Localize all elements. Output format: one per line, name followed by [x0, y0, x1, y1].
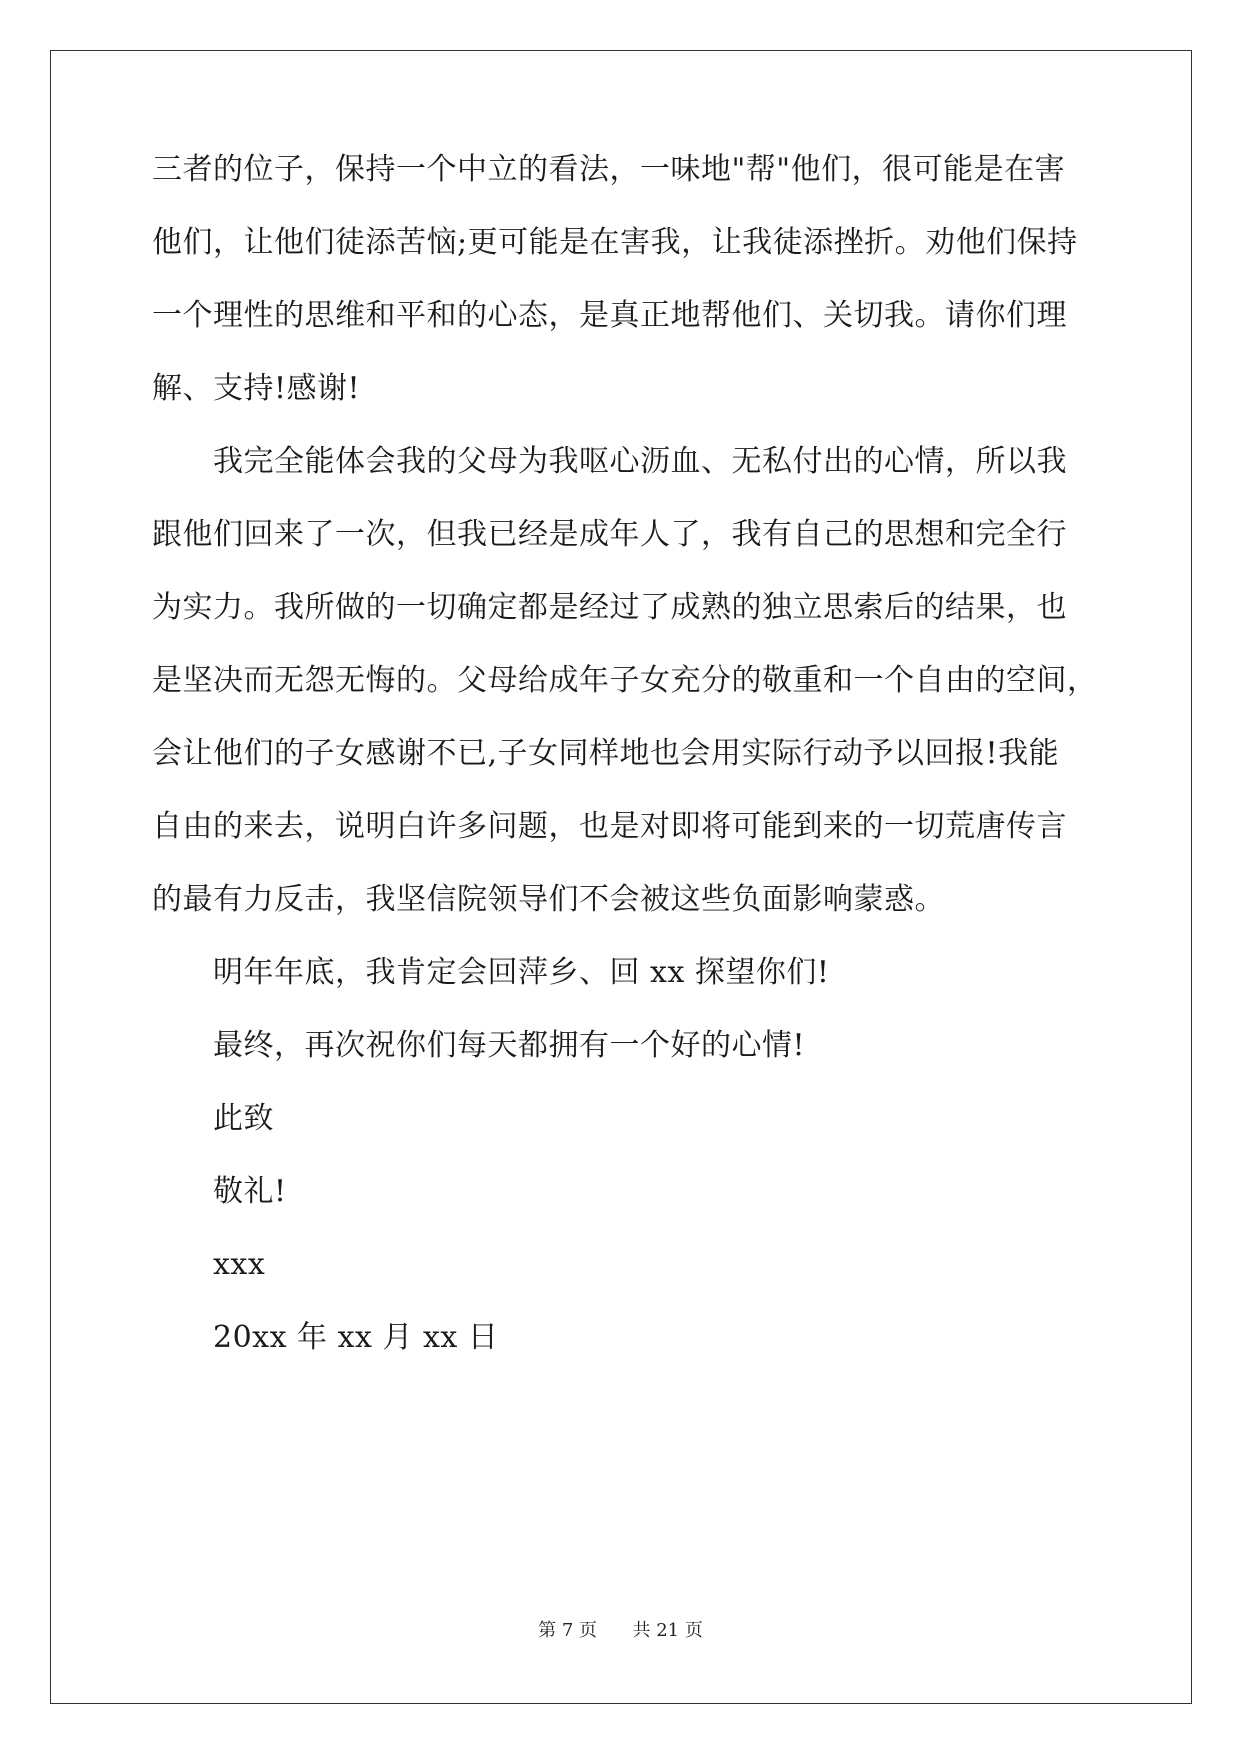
body-line: 三者的位子，保持一个中立的看法，一味地"帮"他们，很可能是在害	[152, 152, 1066, 187]
body-line: 一个理性的思维和平和的心态，是真正地帮他们、关切我。请你们理	[152, 298, 1067, 333]
page-number-current: 第 7 页	[538, 1620, 598, 1641]
body-line: 是坚决而无怨无悔的。父母给成年子女充分的敬重和一个自由的空间，	[152, 663, 1098, 698]
body-line: 会让他们的子女感谢不已,子女同样地也会用实际行动予以回报!我能	[152, 736, 1060, 771]
body-line: 自由的来去，说明白许多问题，也是对即将可能到来的一切荒唐传言	[152, 809, 1067, 844]
closing-regards: 敬礼!	[213, 1174, 287, 1209]
body-line: 我完全能体会我的父母为我呕心沥血、无私付出的心情，所以我	[213, 444, 1067, 479]
body-line: 明年年底，我肯定会回萍乡、回 xx 探望你们!	[213, 955, 830, 990]
body-line: 为实力。我所做的一切确定都是经过了成熟的独立思索后的结果，也	[152, 590, 1067, 625]
closing-salutation: 此致	[213, 1101, 274, 1136]
body-line: 最终，再次祝你们每天都拥有一个好的心情!	[213, 1028, 806, 1063]
body-line: 跟他们回来了一次，但我已经是成年人了，我有自己的思想和完全行	[152, 517, 1067, 552]
date-line: 20xx 年 xx 月 xx 日	[213, 1320, 499, 1355]
signature: xxx	[213, 1247, 266, 1282]
body-line: 他们，让他们徒添苦恼;更可能是在害我，让我徒添挫折。劝他们保持	[152, 225, 1078, 260]
page-number-total: 共 21 页	[632, 1620, 703, 1641]
page-footer	[0, 1620, 1241, 1642]
body-line: 解、支持!感谢!	[152, 371, 361, 406]
body-line: 的最有力反击，我坚信院领导们不会被这些负面影响蒙惑。	[152, 882, 945, 917]
